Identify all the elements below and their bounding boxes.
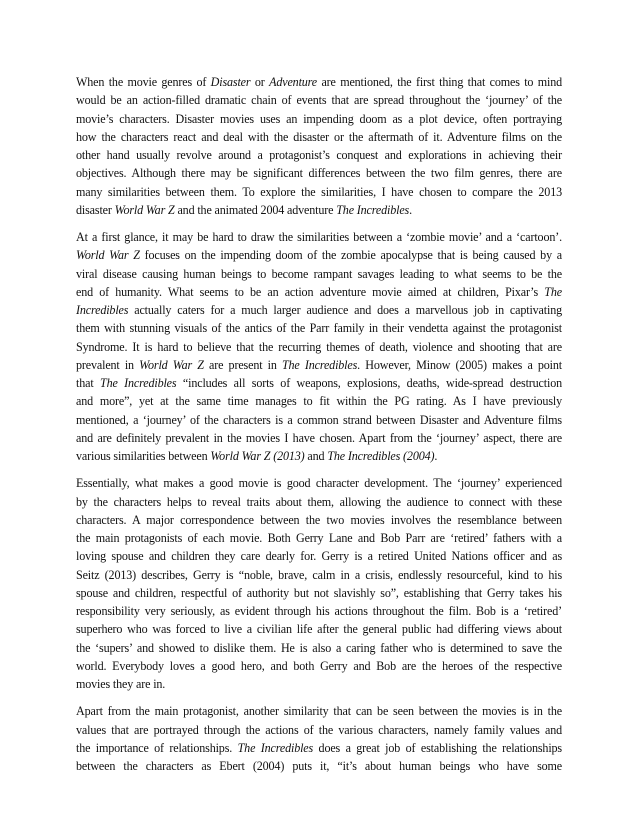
text-line: other hand usually revolve around a protagonist’s conquest and explorations in achieving their: [76, 148, 562, 162]
text-line: values that are portrayed through the actions of the various characters, namely family values and: [76, 722, 562, 737]
text-line: between the characters as Ebert (2004) puts it, “it’s about human beings who have some: [76, 759, 562, 773]
text-line: the ‘supers’ and showed to dislike them. He is also a caring father who is determined to save the: [76, 640, 562, 655]
text-line: various similarities between World War Z (2013) and The Incredibles (2004).: [76, 449, 438, 463]
text-line: and are definitely prevalent in the movies I have chosen. Apart from the ‘journey’ aspect, there are: [76, 430, 562, 445]
text-line: by the characters helps to reveal traits about them, allowing the audience to connect with these: [76, 494, 562, 509]
paragraph-4: [76, 702, 562, 775]
text-line: At a first glance, it may be hard to draw the similarities between a ‘zombie movie’ and a ‘cartoon’.: [76, 230, 562, 244]
text-line: many similarities between them. To explore the similarities, I have chosen to compare the 2013: [76, 184, 562, 199]
text-line: superhero who was forced to live a civilian life after the general public had differing views about: [76, 622, 562, 637]
text-line: Syndrome. It is hard to believe that the recurring themes of death, violence and shooting that are: [76, 339, 562, 354]
text-line: disaster World War Z and the animated 2004 adventure The Incredibles.: [76, 202, 412, 217]
paragraph-3: [76, 474, 562, 693]
italic-title: The Incredibles (2004): [327, 449, 435, 463]
text-line: Incredibles actually caters for a much larger audience and does a marvellous job in captivating: [76, 303, 562, 317]
text-line: movie’s characters. Disaster movies uses an impending doom as a plot device, often portraying: [76, 111, 562, 126]
text-line: Essentially, what makes a good movie is good character development. The ‘journey’ experienced: [76, 476, 562, 491]
text-line: end of humanity. What seems to be an action adventure movie aimed at children, Pixar’s The: [76, 284, 562, 299]
text-line: movies they are in.: [76, 677, 166, 691]
text-line: responsibility very seriously, as evident through his actions throughout the film. Bob is a ‘retired’: [76, 604, 562, 618]
paragraph-2: [76, 228, 562, 465]
text-line: viral disease causing human beings to become rampant savages leading to what seems to be the: [76, 266, 562, 281]
text-line: would be an action-filled dramatic chain of events that are spread throughout the ‘journey’ of the: [76, 93, 562, 108]
text-line: loving spouse and children they care dearly for. Gerry is a retired United Nations officer and as: [76, 549, 562, 564]
text-line: mentioned, a ‘journey’ of the characters is a common strand between Disaster and Adventure films: [76, 412, 562, 427]
italic-title: World War Z (2013): [210, 449, 305, 463]
italic-title: Adventure: [269, 75, 318, 89]
italic-title: World War Z: [114, 202, 175, 217]
text-line: World War Z focuses on the impending doom of the zombie apocalypse that is being caused by a: [76, 248, 562, 263]
text-line: how the characters react and deal with the disaster or the aftermath of it. Adventure films on the: [76, 129, 562, 144]
text-line: the importance of relationships. The Incredibles does a great job of establishing the relationships: [76, 740, 562, 755]
italic-title: Incredibles: [76, 303, 129, 317]
italic-title: The Incredibles: [281, 357, 358, 372]
text-line: that The Incredibles “includes all sorts of weapons, explosions, deaths, wide-spread destruction: [76, 376, 562, 390]
text-line: When the movie genres of Disaster or Adventure are mentioned, the first thing that comes to mind: [76, 75, 562, 89]
text-line: Seitz (2013) describes, Gerry is “noble, brave, calm in a crisis, endlessly resourceful, kind to his: [76, 567, 562, 582]
text-line: characters. A major correspondence between the two movies involves the resemblance between: [76, 512, 562, 527]
italic-title: The Incredibles: [336, 202, 410, 217]
text-line: them with stunning visuals of the antics of the Parr family in their vendetta against the protagonist: [76, 321, 562, 336]
text-line: world. Everybody loves a good hero, and both Gerry and Bob are the heroes of the respective: [76, 658, 562, 673]
document-body: [76, 73, 562, 784]
italic-title: World War Z: [76, 248, 140, 263]
italic-title: The Incredibles: [100, 376, 177, 390]
text-line: objectives. Although there may be significant differences between the two film genres, there are: [76, 166, 562, 181]
italic-title: Disaster: [210, 75, 251, 89]
italic-title: The Incredibles: [237, 740, 314, 755]
text-line: spouse and children, respectful of authority but not slavishly so”, establishing that Gerry takes his: [76, 585, 562, 600]
text-line: the main protagonists of each movie. Both Gerry Lane and Bob Parr are ‘retired’ fathers with a: [76, 531, 562, 545]
text-line: Apart from the main protagonist, another similarity that can be seen between the movies is in the: [76, 704, 562, 719]
text-line: prevalent in World War Z are present in The Incredibles. However, Minow (2005) makes a point: [76, 357, 562, 372]
italic-title: The: [544, 284, 562, 299]
paragraph-1: [76, 73, 562, 219]
text-line: and more”, yet at the same time manages to fit within the PG rating. As I have previously: [76, 394, 562, 409]
italic-title: World War Z: [139, 357, 204, 372]
